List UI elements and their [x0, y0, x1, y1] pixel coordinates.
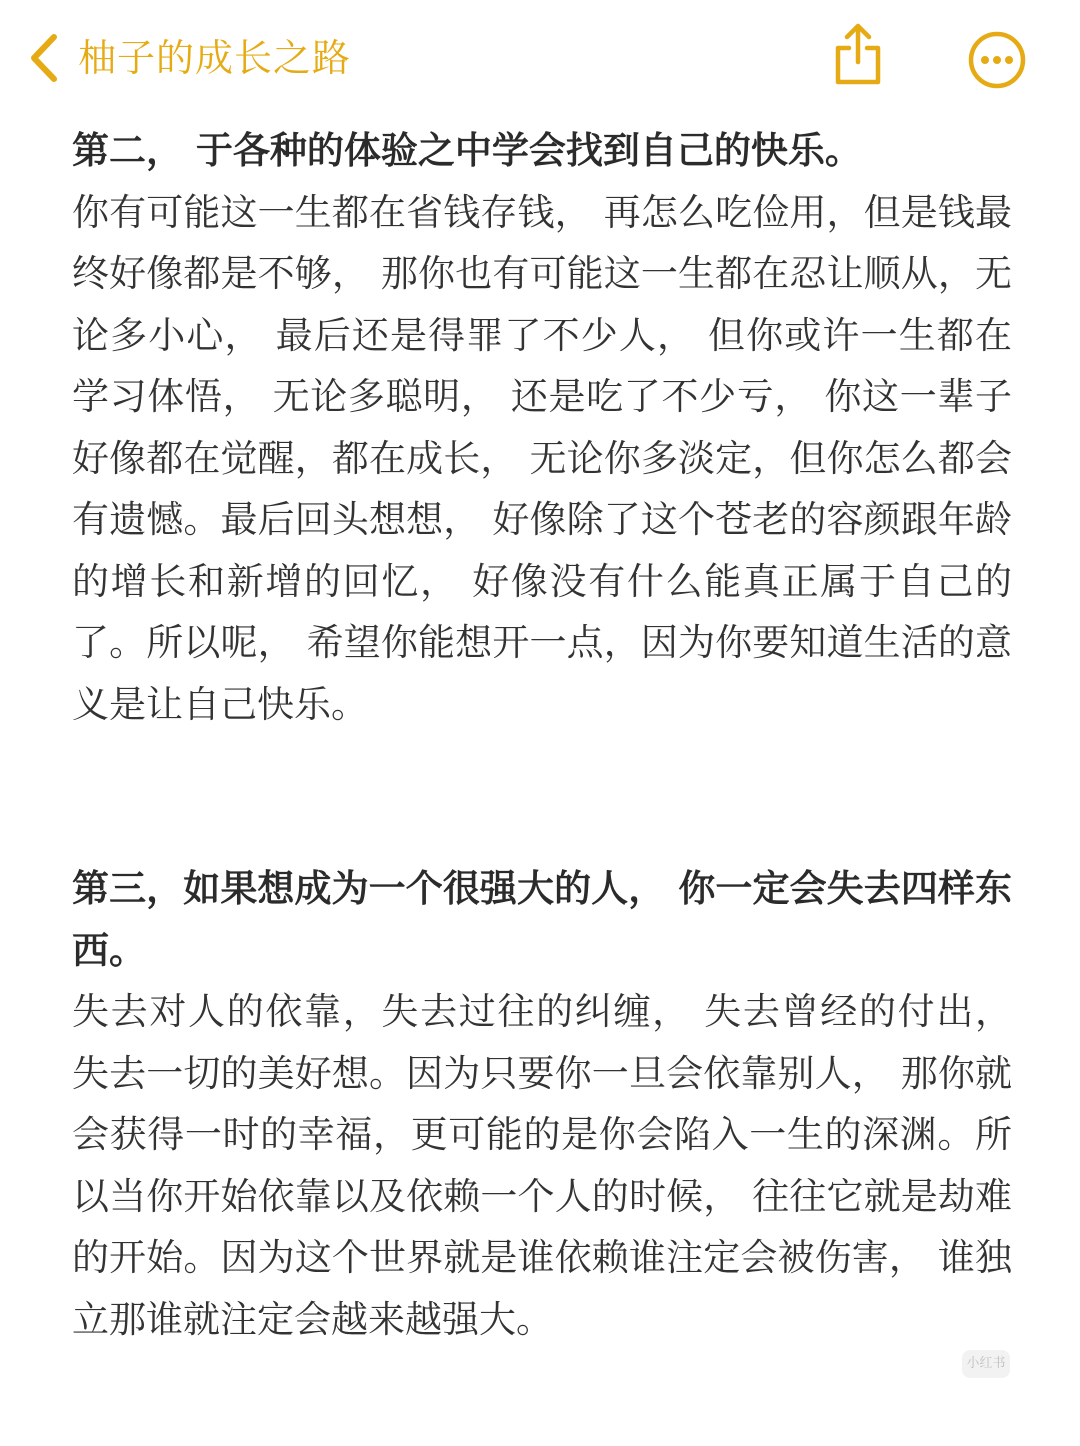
navigation-bar: [0, 0, 1080, 115]
watermark-logo: 小红书: [962, 1350, 1010, 1378]
nav-title: 柚子的成长之路: [78, 36, 352, 80]
paragraph-spacer: [72, 735, 1012, 858]
section-heading: 第二， 于各种的体验之中学会找到自己的快乐。: [72, 129, 862, 172]
section-body: 失去对人的依靠，失去过往的纠缠， 失去曾经的付出， 失去一切的美好想。因为只要你一旦会依靠别人， 那你就会获得一时的幸福，更可能的是你会陷入一生的深渊。所以当你开始依靠以及依赖一个人的时候， 往往它就是劫难的开始。因为这个世界就是谁依赖谁注定会被伤害， 谁独立那谁就注定会越来越强大。: [72, 990, 1012, 1341]
section-heading: 第三，如果想成为一个很强大的人， 你一定会失去四样东西。: [72, 867, 1012, 972]
share-button[interactable]: [830, 22, 886, 88]
more-icon: [967, 30, 1027, 90]
section-body: 你有可能这一生都在省钱存钱， 再怎么吃俭用，但是钱最终好像都是不够， 那你也有可能这一生都在忍让顺从，无论多小心， 最后还是得罪了不少人， 但你或许一生都在学习体悟， 无论多聪明， 还是吃了不少亏， 你这一辈子好像都在觉醒，都在成长， 无论你多淡定，但你怎么都会有遗憾。最后回头想想， 好像除了这个苍老的容颜跟年龄的增长和新增的回忆， 好像没有什么能真正属于自己的了。所以呢， 希望你能想开一点，因为你要知道生活的意义是让自己快乐。: [72, 190, 1012, 726]
back-button[interactable]: [28, 30, 351, 86]
chevron-left-icon: [28, 33, 60, 83]
note-content[interactable]: [72, 120, 1012, 1350]
more-button[interactable]: [967, 30, 1027, 90]
share-icon: [830, 22, 886, 88]
